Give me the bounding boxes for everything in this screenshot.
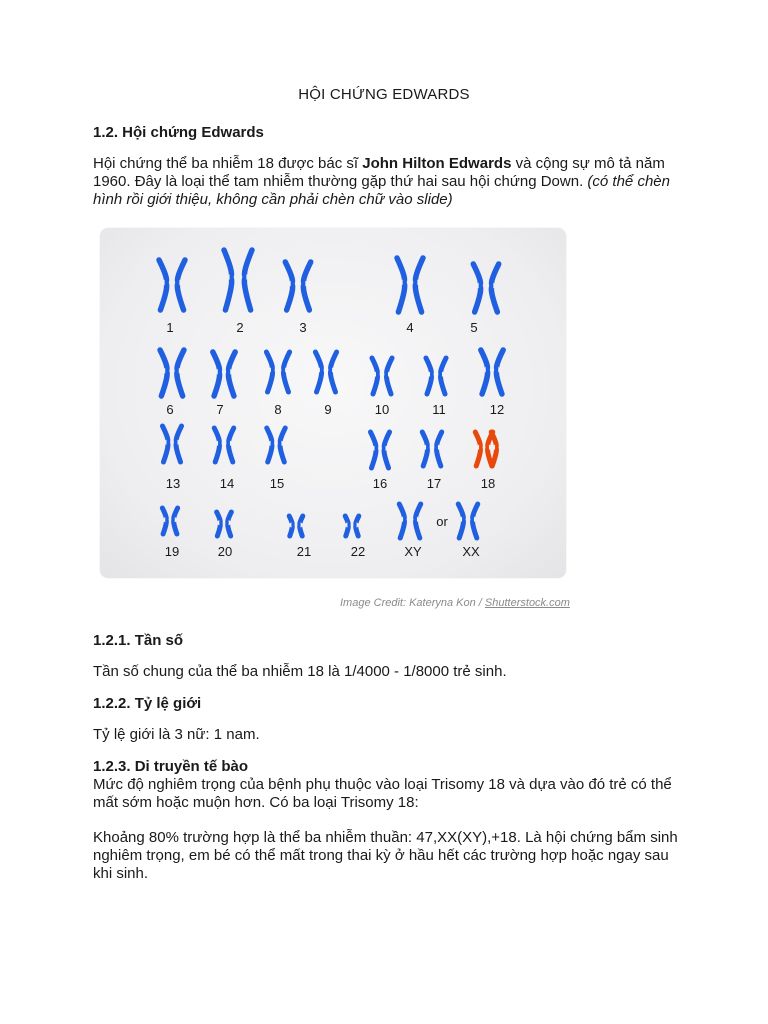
chromosome-1-copy-2 xyxy=(177,260,185,310)
image-credit xyxy=(340,597,570,609)
chromosome-15-copy-2 xyxy=(280,428,285,462)
chromosome-label-18: 18 xyxy=(480,476,496,491)
chromosome-label-4: 4 xyxy=(406,320,414,335)
chromosome-3-copy-1 xyxy=(285,262,292,310)
credit-link[interactable]: Shutterstock.com xyxy=(484,597,570,609)
chromosome-pair-5 xyxy=(473,264,498,312)
heading-1-2-2: 1.2.2. Tỷ lệ giới xyxy=(93,695,202,712)
chromosome-18-copy-1 xyxy=(475,432,480,466)
cytogenetics-text-2: Khoảng 80% trường hợp là thể ba nhiễm thuần: 47,XX(XY),+18. Là hội chứng bẩm sinh nghiêm trọng, em bé có thể mất trong thai kỳ ở hầu hết các trường hợp hoặc ngay sau khi sinh. xyxy=(93,829,678,882)
chromosome-12-copy-2 xyxy=(496,350,503,394)
chromosome-5-copy-2 xyxy=(491,264,498,312)
chromosome-8-copy-1 xyxy=(266,352,272,392)
chromosome-13-copy-1 xyxy=(162,426,167,462)
intro-paragraph xyxy=(93,155,683,209)
intro-text-2: và cộng sự mô tả năm 1960. Đây là loại thể tam nhiễm thường gặp thứ hai sau hội chứng Down. xyxy=(93,155,665,190)
chromosome-pair-10 xyxy=(372,358,392,394)
chromosome-XX-copy-1 xyxy=(458,504,463,538)
chromosome-2-copy-1 xyxy=(224,250,232,310)
chromosome-label-10: 10 xyxy=(374,402,390,417)
chromosome-label-13: 13 xyxy=(165,476,181,491)
chromosome-12-copy-1 xyxy=(481,350,488,394)
chromosome-XY-copy-1 xyxy=(399,504,404,538)
chromosome-label-1: 1 xyxy=(166,320,174,335)
chromosome-21-copy-2 xyxy=(300,516,303,536)
chromosome-16-copy-2 xyxy=(384,432,389,468)
chromosome-pair-15 xyxy=(267,428,286,462)
chromosome-1-copy-1 xyxy=(159,260,167,310)
chromosome-17-copy-2 xyxy=(437,432,442,466)
chromosome-pair-18 xyxy=(475,432,496,466)
chromosome-pair-20 xyxy=(217,512,232,536)
chromosome-label-XX: XX xyxy=(462,544,480,559)
chromosome-pair-14 xyxy=(214,428,234,462)
chromosome-15-copy-1 xyxy=(267,428,272,462)
chromosome-3-copy-2 xyxy=(303,262,310,310)
chromosome-label-12: 12 xyxy=(489,402,505,417)
chromosome-pair-6 xyxy=(160,350,184,396)
chromosome-label-19: 19 xyxy=(164,544,180,559)
chromosome-label-5: 5 xyxy=(470,320,478,335)
chromosome-label-6: 6 xyxy=(166,402,174,417)
intro-italic-note: (có thể chèn hình rồi giới thiệu, không cần phải chèn chữ vào slide) xyxy=(93,173,670,208)
chromosome-pair-1 xyxy=(159,260,185,310)
chromosome-19-copy-1 xyxy=(162,508,166,534)
or-label: or xyxy=(436,514,448,529)
chromosome-2-copy-2 xyxy=(244,250,252,310)
chromosome-11-copy-1 xyxy=(426,358,431,394)
chromosome-7-copy-1 xyxy=(213,352,220,396)
chromosome-label-11: 11 xyxy=(432,402,446,417)
chromosome-pair-XX xyxy=(458,504,478,538)
chromosome-pair-8 xyxy=(266,352,289,392)
chromosome-10-copy-1 xyxy=(372,358,377,394)
chromosome-20-copy-1 xyxy=(217,512,221,536)
sex-ratio-text: Tỷ lệ giới là 3 nữ: 1 nam. xyxy=(93,726,260,743)
chromosome-label-17: 17 xyxy=(426,476,442,491)
document-title: HỘI CHỨNG EDWARDS xyxy=(298,86,470,103)
chromosome-7-copy-2 xyxy=(228,352,235,396)
chromosome-pair-13 xyxy=(162,426,181,462)
chromosome-4-copy-2 xyxy=(415,258,423,312)
chromosome-pair-16 xyxy=(370,432,389,468)
chromosome-8-copy-2 xyxy=(283,352,289,392)
chromosome-pair-17 xyxy=(422,432,442,466)
heading-1-2: 1.2. Hội chứng Edwards xyxy=(93,124,264,141)
chromosome-pair-2 xyxy=(224,250,252,310)
chromosome-21-copy-1 xyxy=(289,516,292,536)
chromosome-19-copy-2 xyxy=(174,508,178,534)
chromosome-label-14: 14 xyxy=(219,476,235,491)
heading-1-2-1: 1.2.1. Tần số xyxy=(93,632,184,649)
credit-prefix: Image Credit: Kateryna Kon / xyxy=(340,597,485,609)
chromosome-6-copy-2 xyxy=(177,350,184,396)
chromosome-9-copy-1 xyxy=(315,352,321,392)
chromosome-6-copy-1 xyxy=(160,350,167,396)
chromosome-10-copy-2 xyxy=(387,358,392,394)
chromosome-label-9: 9 xyxy=(324,402,332,417)
chromosome-label-3: 3 xyxy=(299,320,307,335)
chromosome-XX-copy-2 xyxy=(473,504,478,538)
chromosome-label-22: 22 xyxy=(350,544,366,559)
chromosome-20-copy-2 xyxy=(228,512,232,536)
chromosome-18-copy-3 xyxy=(491,432,496,466)
chromosome-pair-21 xyxy=(289,516,303,536)
chromosome-22-copy-1 xyxy=(345,516,348,536)
chromosome-13-copy-2 xyxy=(176,426,181,462)
chromosome-pair-3 xyxy=(285,262,310,310)
chromosome-pair-XY xyxy=(399,504,421,538)
chromosome-17-copy-1 xyxy=(422,432,427,466)
chromosome-pair-4 xyxy=(397,258,423,312)
heading-1-2-3: 1.2.3. Di truyền tế bào xyxy=(93,758,249,775)
chromosome-pair-9 xyxy=(315,352,336,392)
chromosome-label-7: 7 xyxy=(216,402,224,417)
chromosome-label-21: 21 xyxy=(296,544,312,559)
chromosome-pair-12 xyxy=(481,350,503,394)
chromosome-22-copy-2 xyxy=(356,516,359,536)
chromosome-label-15: 15 xyxy=(269,476,285,491)
chromosome-label-20: 20 xyxy=(217,544,233,559)
chromosome-14-copy-1 xyxy=(214,428,219,462)
chromosome-pair-11 xyxy=(426,358,446,394)
chromosome-XY-copy-2 xyxy=(416,504,421,538)
cytogenetics-text-1: Mức độ nghiêm trọng của bệnh phụ thuộc vào loại Trisomy 18 và dựa vào đó trẻ có thể mất sớm hoặc muộn hơn. Có ba loại Trisomy 18: xyxy=(93,776,672,811)
intro-bold-name: John Hilton Edwards xyxy=(362,155,512,172)
chromosome-5-copy-1 xyxy=(473,264,480,312)
intro-text-1: Hội chứng thể ba nhiễm 18 được bác sĩ xyxy=(93,155,363,172)
karyotype-image xyxy=(100,228,566,578)
chromosome-pair-19 xyxy=(162,508,177,534)
chromosome-pair-7 xyxy=(213,352,235,396)
chromosome-9-copy-2 xyxy=(330,352,336,392)
chromosome-11-copy-2 xyxy=(441,358,446,394)
chromosome-16-copy-1 xyxy=(370,432,375,468)
chromosome-label-8: 8 xyxy=(274,402,282,417)
chromosome-label-16: 16 xyxy=(372,476,388,491)
frequency-text: Tần số chung của thể ba nhiễm 18 là 1/4000 - 1/8000 trẻ sinh. xyxy=(93,663,507,680)
chromosome-14-copy-2 xyxy=(229,428,234,462)
karyotype-svg xyxy=(100,228,566,578)
chromosome-label-XY: XY xyxy=(404,544,422,559)
chromosome-4-copy-1 xyxy=(397,258,405,312)
chromosome-pair-22 xyxy=(345,516,359,536)
chromosome-label-2: 2 xyxy=(236,320,244,335)
